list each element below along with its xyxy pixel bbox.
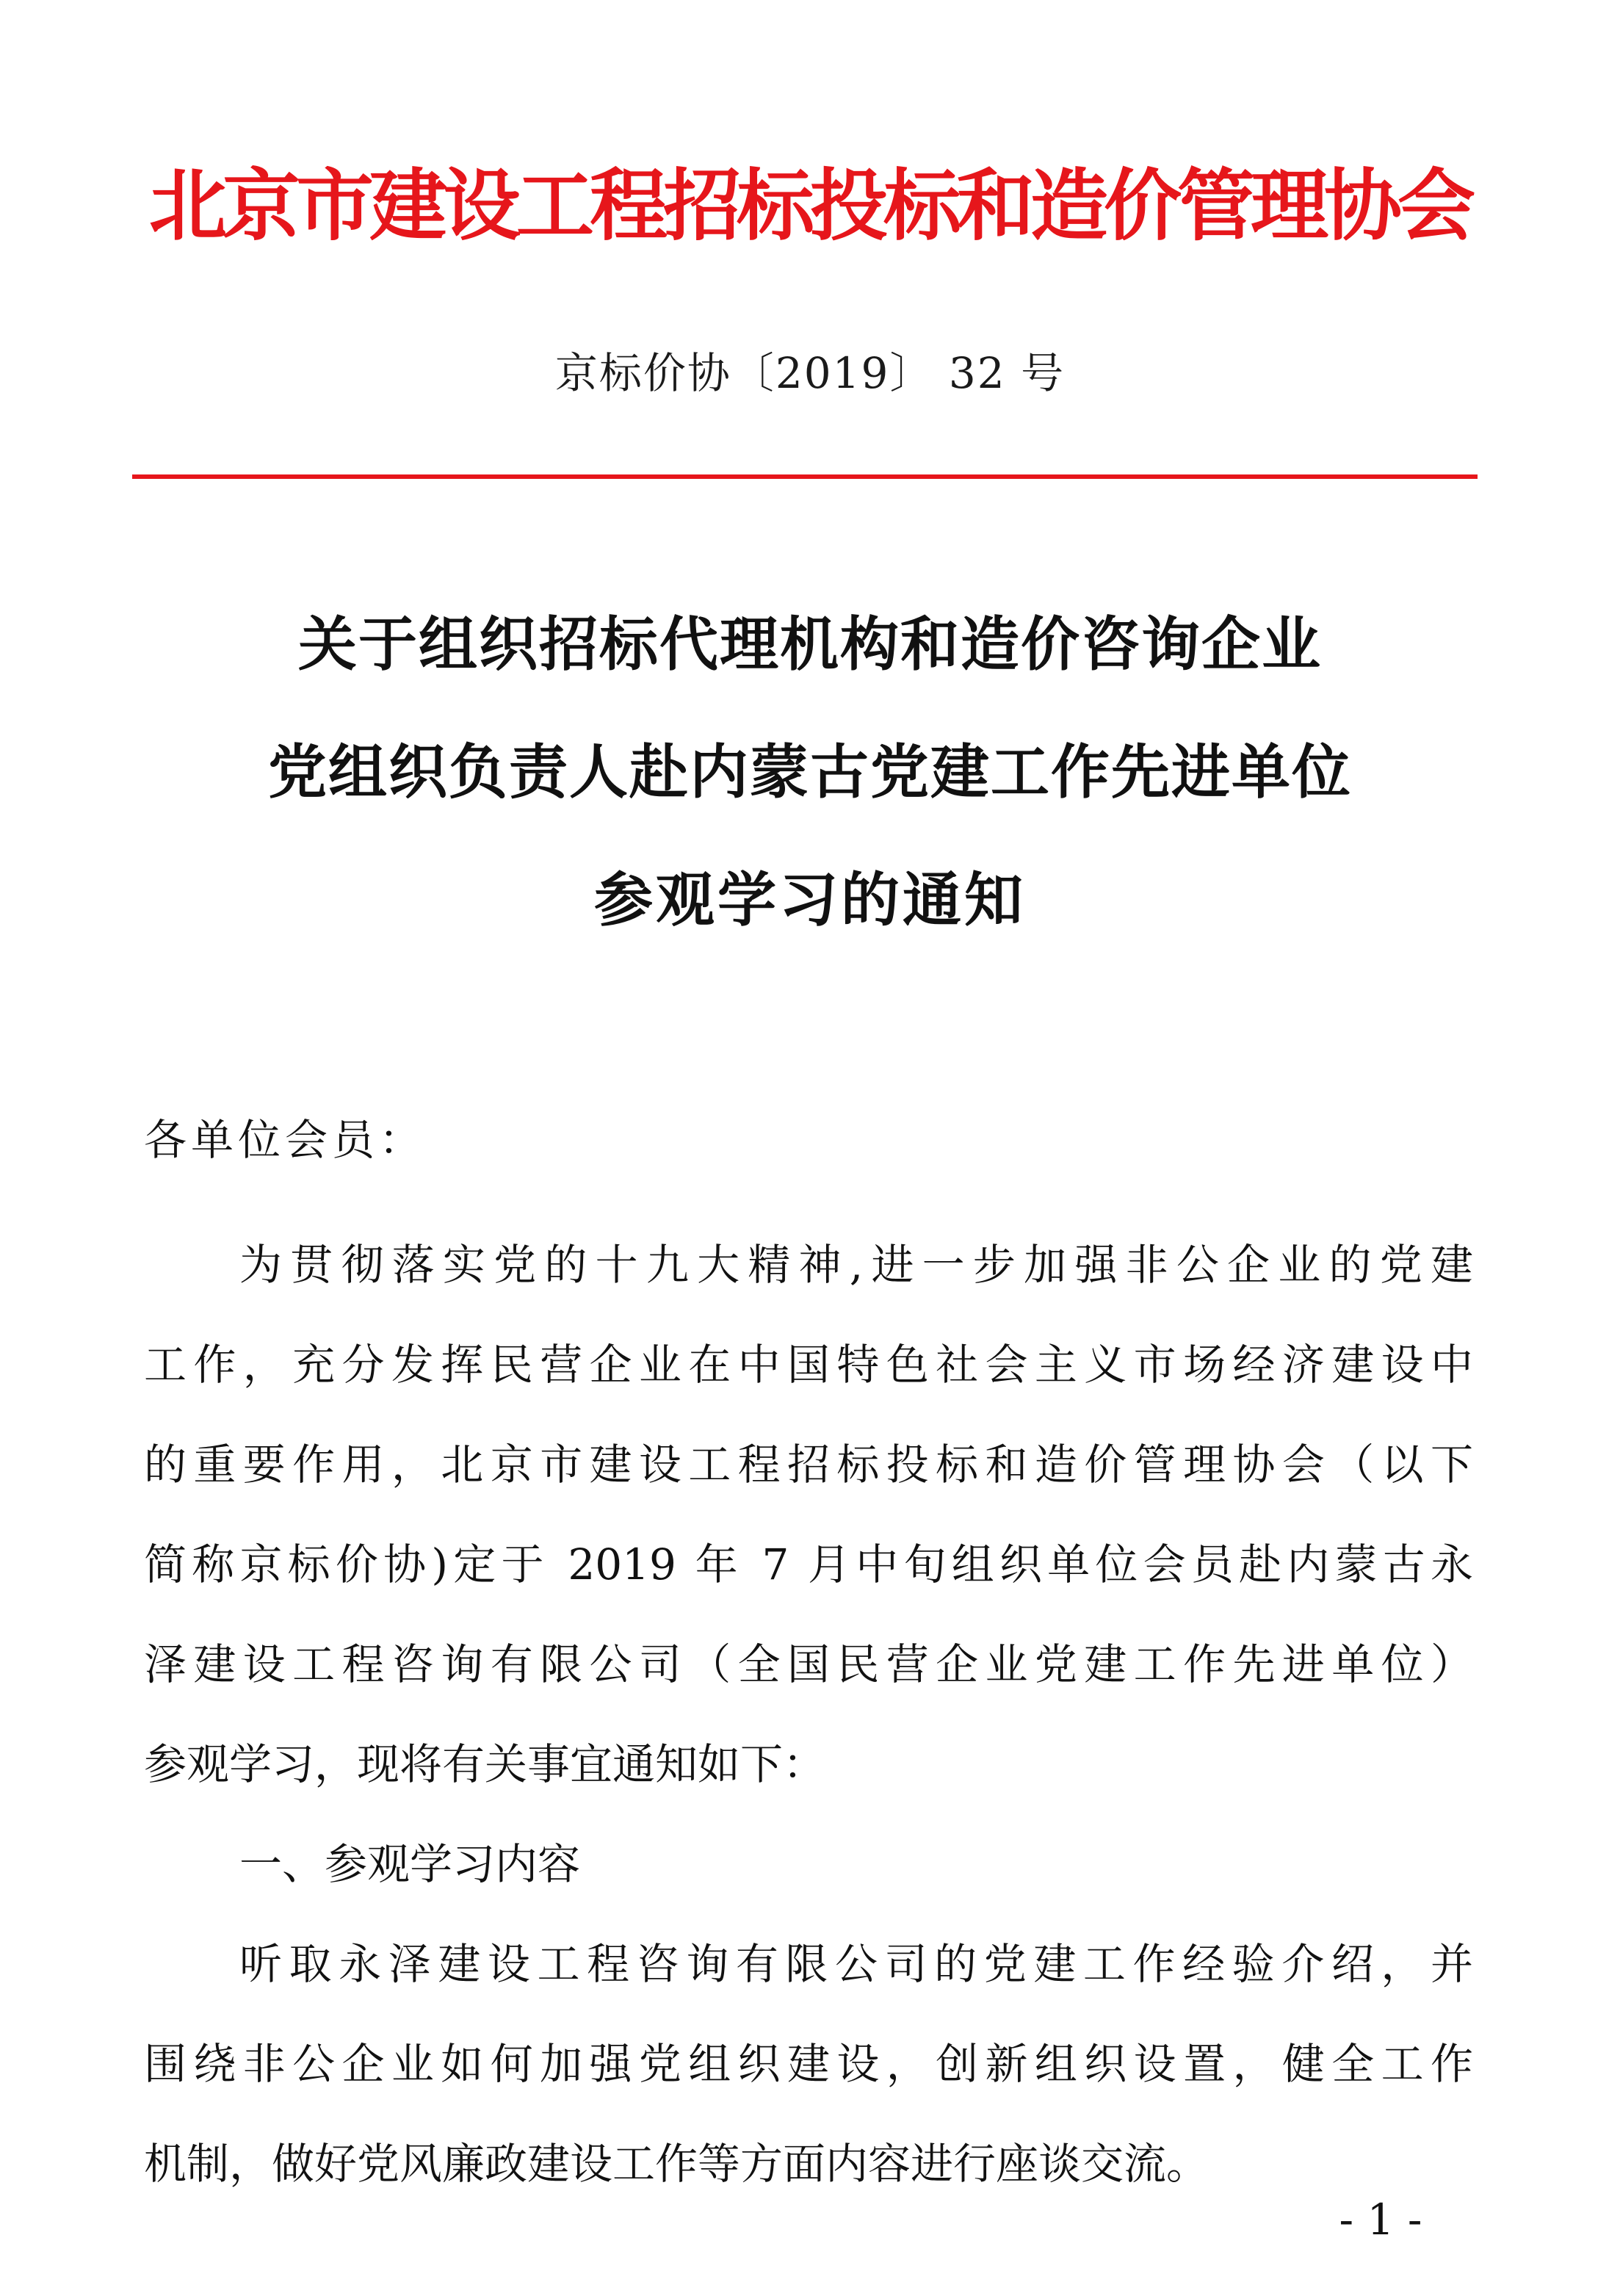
red-divider-line <box>132 474 1478 479</box>
organization-header: 北京市建设工程招标投标和造价管理协会 <box>149 159 1471 251</box>
body-line: 泽建设工程咨询有限公司（全国民营企业党建工作先进单位） <box>144 1639 1473 1689</box>
salutation: 各单位会员： <box>144 1115 427 1165</box>
body-line: 参观学习，现将有关事宜通知如下： <box>144 1739 826 1789</box>
body-line: 围绕非公企业如何加强党组织建设，创新组织设置，健全工作 <box>144 2039 1473 2089</box>
body-line: 的重要作用，北京市建设工程招标投标和造价管理协会（以下 <box>144 1440 1473 1490</box>
page-number: - 1 - <box>1339 2195 1422 2245</box>
title-line-1: 关于组织招标代理机构和造价咨询企业 <box>298 610 1322 679</box>
body-line: 听取永泽建设工程咨询有限公司的党建工作经验介绍，并 <box>239 1939 1473 1989</box>
title-line-3: 参观学习的通知 <box>594 866 1026 934</box>
document-number: 京标价协〔2019〕 32 号 <box>554 348 1066 398</box>
title-line-2: 党组织负责人赴内蒙古党建工作先进单位 <box>268 738 1352 806</box>
body-line: 简称京标价协)定于 2019 年 7 月中旬组织单位会员赴内蒙古永 <box>144 1539 1473 1589</box>
body-line: 为贯彻落实党的十九大精神,进一步加强非公企业的党建 <box>239 1240 1473 1290</box>
body-line: 工作，充分发挥民营企业在中国特色社会主义市场经济建设中 <box>144 1340 1473 1390</box>
body-line: 机制，做好党风廉政建设工作等方面内容进行座谈交流。 <box>144 2139 1209 2189</box>
section-heading: 一、参观学习内容 <box>239 1839 581 1889</box>
